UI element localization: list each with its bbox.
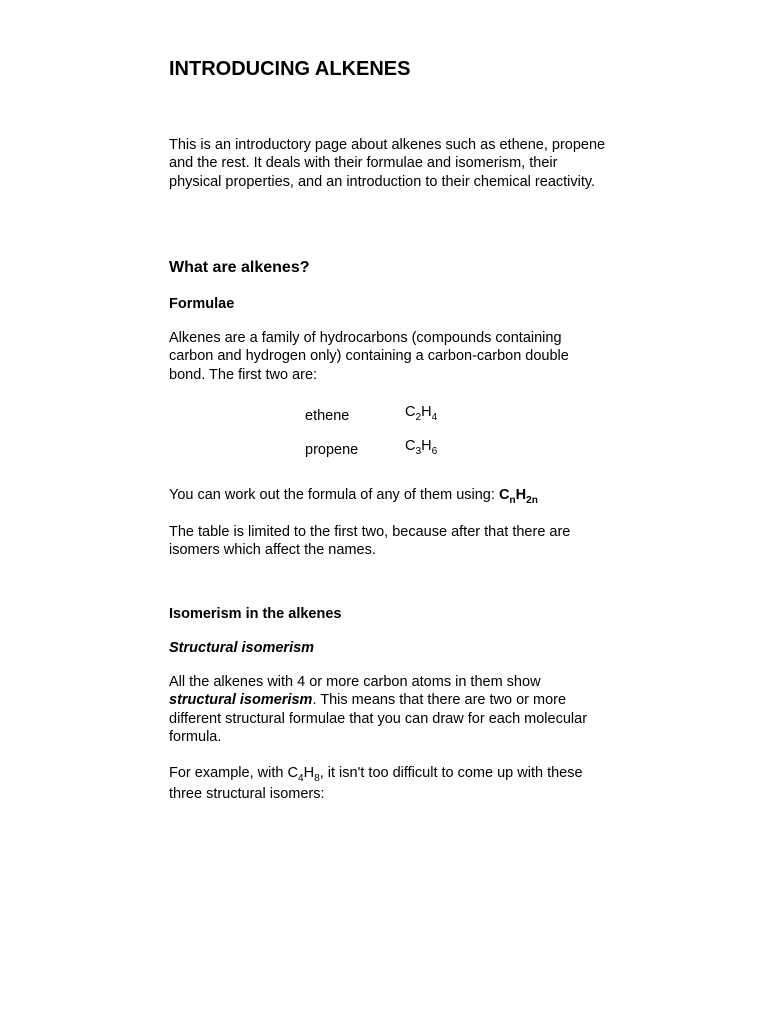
hydrogen-symbol: H: [303, 765, 315, 781]
carbon-count: n: [509, 495, 516, 506]
hydrogen-count: 4: [431, 412, 438, 423]
intro-paragraph: This is an introductory page about alkenes such as ethene, propene and the rest. It deals with their formulae and isomerism, their physical properties, and an introduction to their chemical reactivity.: [169, 137, 606, 190]
carbon-count: 3: [415, 446, 422, 457]
structural-isomerism-paragraph: [169, 673, 609, 746]
page-title: INTRODUCING ALKENES: [169, 58, 411, 80]
carbon-count: 2: [415, 412, 422, 423]
table-row: [305, 404, 505, 438]
hydrogen-count: 6: [431, 446, 438, 457]
emphasized-term: structural isomerism: [169, 692, 313, 709]
paragraph-text: All the alkenes with 4 or more carbon atoms in them show: [169, 674, 541, 690]
alkene-name: ethene: [305, 408, 350, 424]
carbon-symbol: C: [287, 765, 298, 781]
hydrogen-symbol: H: [421, 404, 432, 420]
hydrogen-symbol: H: [421, 438, 432, 454]
hydrogen-count: 8: [314, 773, 320, 784]
paragraph-text: . This means that there are two or more different structural formulae that you can draw for each molecular formula.: [169, 692, 588, 745]
formulae-paragraph: Alkenes are a family of hydrocarbons (compounds containing carbon and hydrogen only) containing a carbon-carbon double bond. The first two are:: [169, 330, 569, 383]
paragraph-text: , it isn't too difficult to come up with these three structural isomers:: [169, 765, 583, 802]
general-formula-paragraph: [169, 486, 609, 504]
carbon-symbol: C: [405, 404, 416, 420]
carbon-symbol: C: [498, 487, 510, 503]
hydrogen-count: 2n: [526, 495, 538, 506]
table-row: [305, 438, 505, 472]
alkene-name: propene: [305, 442, 359, 458]
molecular-formula: [405, 438, 438, 457]
hydrogen-symbol: H: [515, 487, 527, 503]
general-formula: [498, 487, 538, 506]
example-paragraph: [169, 763, 609, 805]
carbon-count: 4: [297, 773, 304, 784]
subheading-formulae: Formulae: [169, 296, 235, 312]
table-note-paragraph: The table is limited to the first two, because after that there are isomers which affect the names.: [169, 524, 571, 559]
alkene-formula-table: [305, 404, 505, 472]
section-heading-what-are-alkenes: What are alkenes?: [169, 259, 310, 276]
general-formula-lead: You can work out the formula of any of them using:: [169, 487, 499, 503]
molecular-formula: [405, 404, 438, 423]
paragraph-text: For example, with: [169, 765, 288, 781]
subheading-structural-isomerism: [169, 639, 314, 657]
subheading-structural-isomerism-text: Structural isomerism: [169, 640, 315, 656]
carbon-symbol: C: [405, 438, 416, 454]
section-heading-isomerism: Isomerism in the alkenes: [169, 606, 342, 622]
molecular-formula: [287, 765, 320, 784]
